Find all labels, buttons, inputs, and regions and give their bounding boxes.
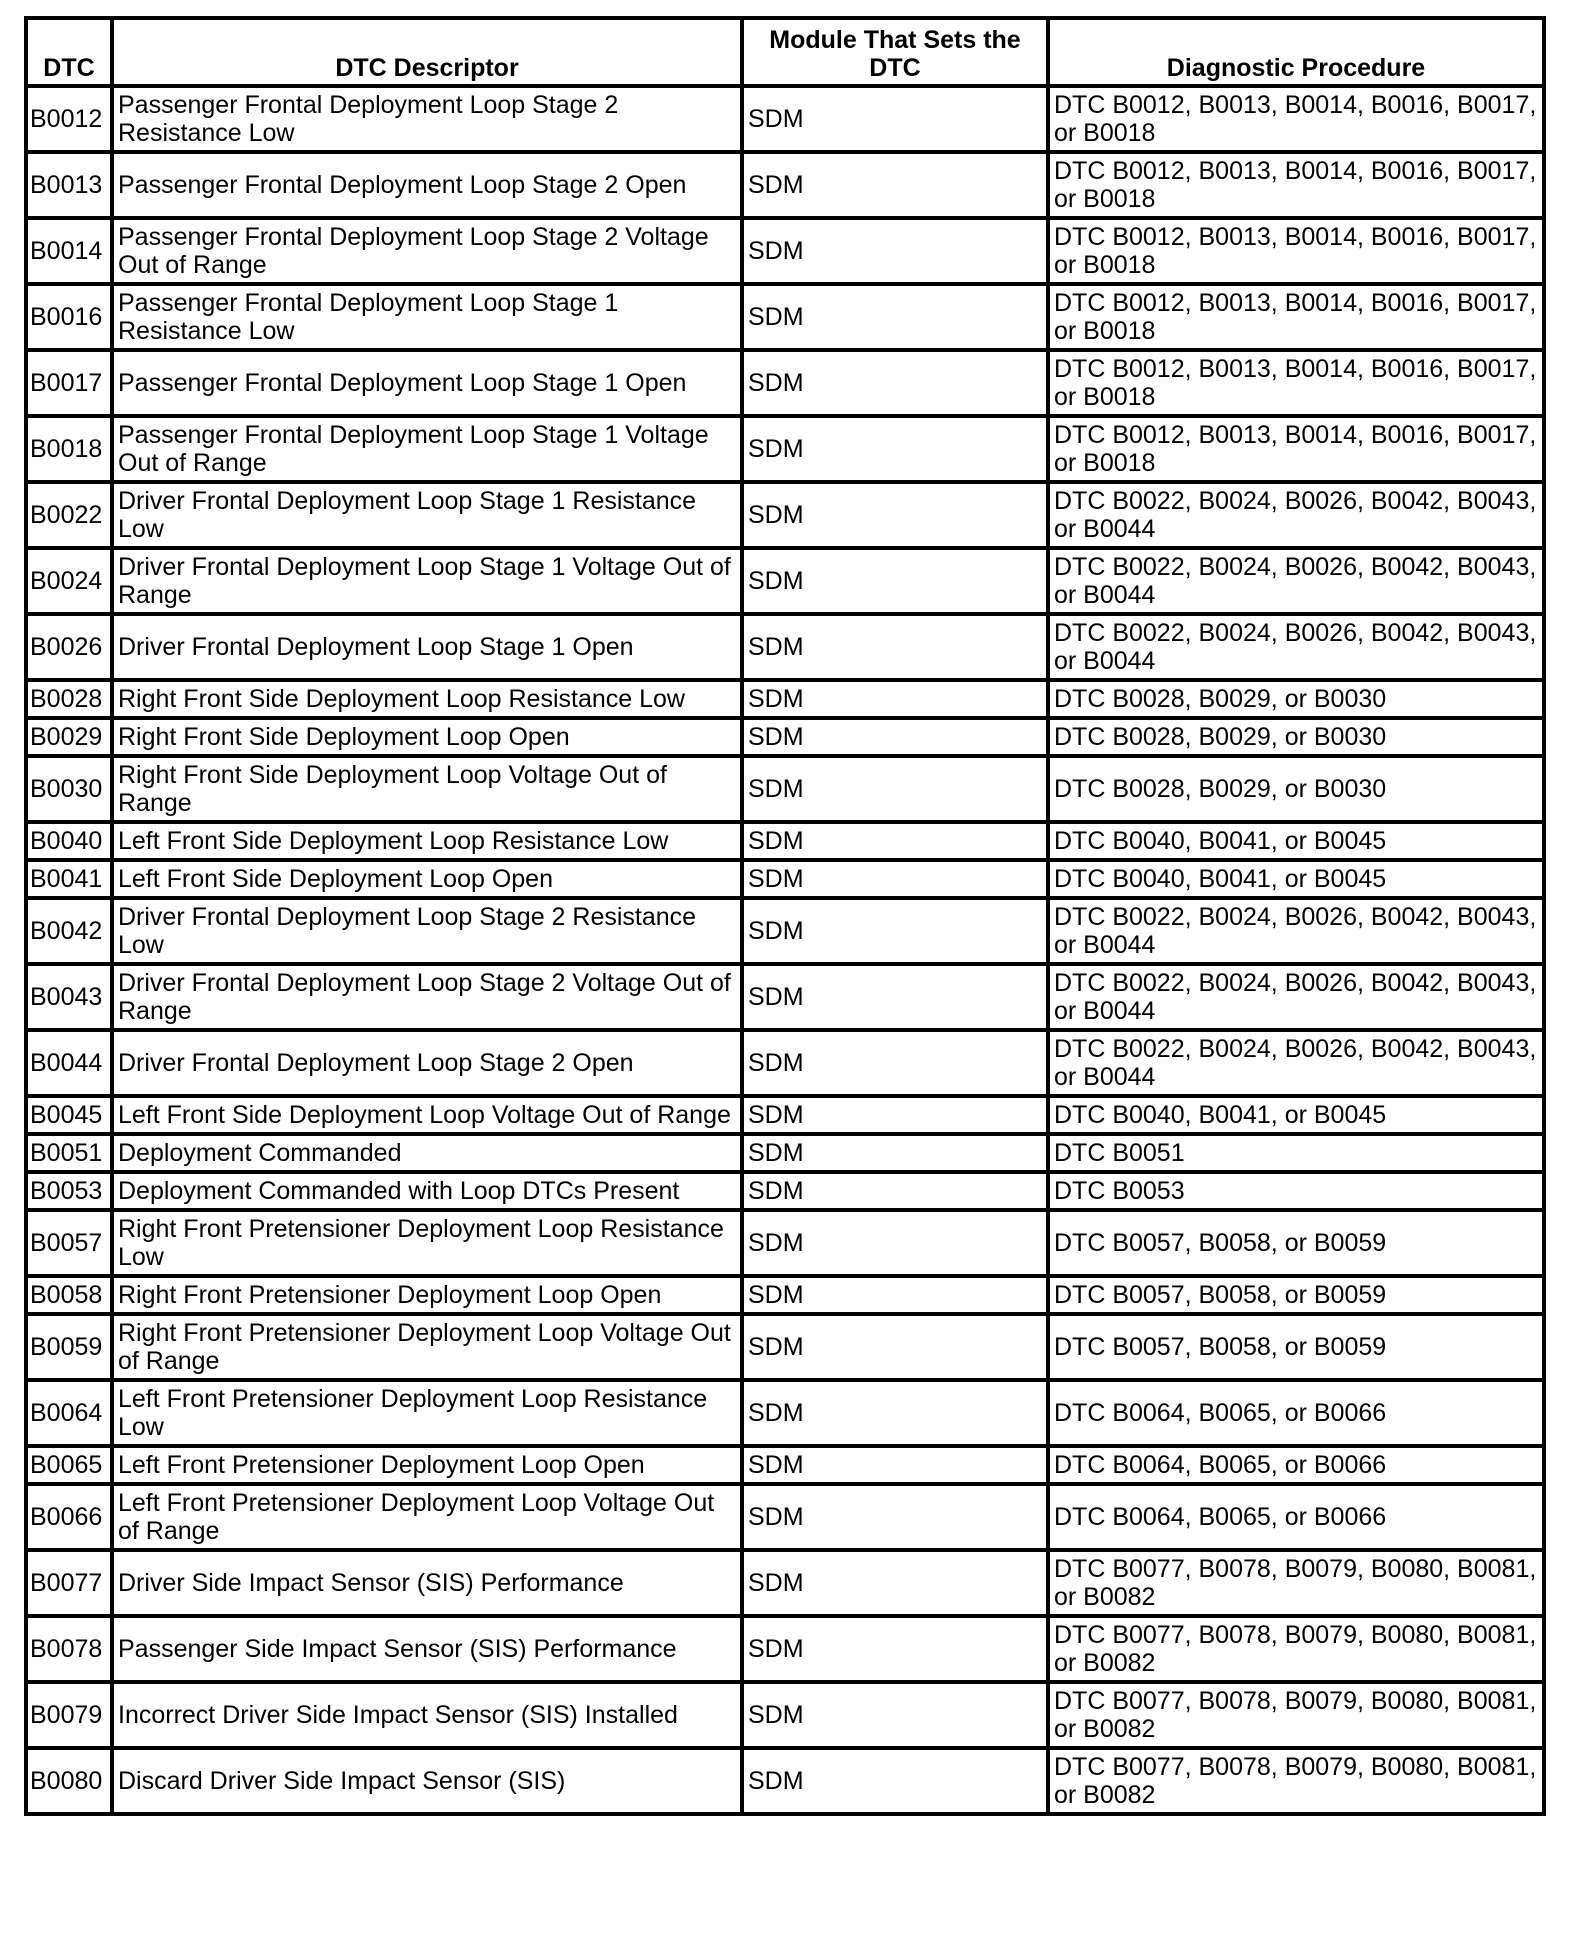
- dtc-code: B0080: [26, 1748, 112, 1814]
- dtc-code: B0024: [26, 548, 112, 614]
- dtc-descriptor: Driver Frontal Deployment Loop Stage 2 Voltage Out of Range: [112, 964, 742, 1030]
- diagnostic-procedure: DTC B0012, B0013, B0014, B0016, B0017, or B0018: [1048, 218, 1544, 284]
- table-row: [26, 756, 1544, 822]
- table-row: [26, 218, 1544, 284]
- dtc-code: B0059: [26, 1314, 112, 1380]
- dtc-descriptor: Left Front Side Deployment Loop Resistance Low: [112, 822, 742, 860]
- diagnostic-procedure: DTC B0028, B0029, or B0030: [1048, 756, 1544, 822]
- diagnostic-procedure: DTC B0028, B0029, or B0030: [1048, 680, 1544, 718]
- diagnostic-procedure: DTC B0064, B0065, or B0066: [1048, 1484, 1544, 1550]
- header-module: Module That Sets the DTC: [742, 18, 1048, 86]
- dtc-descriptor: Right Front Pretensioner Deployment Loop Open: [112, 1276, 742, 1314]
- table-row: [26, 152, 1544, 218]
- dtc-code: B0045: [26, 1096, 112, 1134]
- dtc-descriptor: Left Front Side Deployment Loop Voltage Out of Range: [112, 1096, 742, 1134]
- dtc-descriptor: Discard Driver Side Impact Sensor (SIS): [112, 1748, 742, 1814]
- module: SDM: [742, 756, 1048, 822]
- dtc-code: B0057: [26, 1210, 112, 1276]
- table-row: [26, 898, 1544, 964]
- diagnostic-procedure: DTC B0040, B0041, or B0045: [1048, 1096, 1544, 1134]
- header-dtc: DTC: [26, 18, 112, 86]
- dtc-descriptor: Left Front Side Deployment Loop Open: [112, 860, 742, 898]
- module: SDM: [742, 1134, 1048, 1172]
- dtc-table: [24, 16, 1546, 1816]
- module: SDM: [742, 860, 1048, 898]
- table-row: [26, 1096, 1544, 1134]
- dtc-code: B0018: [26, 416, 112, 482]
- module: SDM: [742, 1682, 1048, 1748]
- table-row: [26, 1172, 1544, 1210]
- dtc-code: B0051: [26, 1134, 112, 1172]
- table-row: [26, 964, 1544, 1030]
- table-row: [26, 614, 1544, 680]
- dtc-descriptor: Right Front Side Deployment Loop Resistance Low: [112, 680, 742, 718]
- diagnostic-procedure: DTC B0057, B0058, or B0059: [1048, 1314, 1544, 1380]
- module: SDM: [742, 1276, 1048, 1314]
- dtc-code: B0079: [26, 1682, 112, 1748]
- table-row: [26, 1550, 1544, 1616]
- module: SDM: [742, 416, 1048, 482]
- table-row: [26, 284, 1544, 350]
- module: SDM: [742, 86, 1048, 152]
- dtc-descriptor: Right Front Side Deployment Loop Open: [112, 718, 742, 756]
- module: SDM: [742, 218, 1048, 284]
- dtc-descriptor: Left Front Pretensioner Deployment Loop Resistance Low: [112, 1380, 742, 1446]
- dtc-code: B0017: [26, 350, 112, 416]
- dtc-code: B0012: [26, 86, 112, 152]
- module: SDM: [742, 822, 1048, 860]
- diagnostic-procedure: DTC B0022, B0024, B0026, B0042, B0043, or B0044: [1048, 614, 1544, 680]
- table-row: [26, 1484, 1544, 1550]
- table-header: [26, 18, 1544, 86]
- module: SDM: [742, 680, 1048, 718]
- dtc-code: B0029: [26, 718, 112, 756]
- dtc-code: B0016: [26, 284, 112, 350]
- diagnostic-procedure: DTC B0022, B0024, B0026, B0042, B0043, or B0044: [1048, 548, 1544, 614]
- module: SDM: [742, 1030, 1048, 1096]
- dtc-code: B0053: [26, 1172, 112, 1210]
- dtc-descriptor: Passenger Frontal Deployment Loop Stage 1 Open: [112, 350, 742, 416]
- table-row: [26, 1748, 1544, 1814]
- table-row: [26, 822, 1544, 860]
- module: SDM: [742, 350, 1048, 416]
- table-row: [26, 1210, 1544, 1276]
- dtc-code: B0058: [26, 1276, 112, 1314]
- dtc-code: B0043: [26, 964, 112, 1030]
- module: SDM: [742, 1748, 1048, 1814]
- diagnostic-procedure: DTC B0040, B0041, or B0045: [1048, 860, 1544, 898]
- diagnostic-procedure: DTC B0077, B0078, B0079, B0080, B0081, or B0082: [1048, 1550, 1544, 1616]
- module: SDM: [742, 1446, 1048, 1484]
- module: SDM: [742, 1210, 1048, 1276]
- dtc-descriptor: Left Front Pretensioner Deployment Loop Voltage Out of Range: [112, 1484, 742, 1550]
- diagnostic-procedure: DTC B0012, B0013, B0014, B0016, B0017, or B0018: [1048, 152, 1544, 218]
- dtc-descriptor: Deployment Commanded: [112, 1134, 742, 1172]
- diagnostic-procedure: DTC B0077, B0078, B0079, B0080, B0081, or B0082: [1048, 1682, 1544, 1748]
- module: SDM: [742, 718, 1048, 756]
- module: SDM: [742, 1314, 1048, 1380]
- diagnostic-procedure: DTC B0040, B0041, or B0045: [1048, 822, 1544, 860]
- diagnostic-procedure: DTC B0051: [1048, 1134, 1544, 1172]
- diagnostic-procedure: DTC B0012, B0013, B0014, B0016, B0017, or B0018: [1048, 416, 1544, 482]
- dtc-descriptor: Driver Frontal Deployment Loop Stage 1 Voltage Out of Range: [112, 548, 742, 614]
- dtc-code: B0064: [26, 1380, 112, 1446]
- dtc-descriptor: Passenger Frontal Deployment Loop Stage 1 Voltage Out of Range: [112, 416, 742, 482]
- diagnostic-procedure: DTC B0022, B0024, B0026, B0042, B0043, or B0044: [1048, 964, 1544, 1030]
- dtc-descriptor: Driver Frontal Deployment Loop Stage 2 Open: [112, 1030, 742, 1096]
- table-row: [26, 1682, 1544, 1748]
- table-row: [26, 860, 1544, 898]
- dtc-code: B0028: [26, 680, 112, 718]
- dtc-code: B0022: [26, 482, 112, 548]
- table-row: [26, 350, 1544, 416]
- dtc-code: B0013: [26, 152, 112, 218]
- table-row: [26, 548, 1544, 614]
- dtc-descriptor: Passenger Frontal Deployment Loop Stage 1 Resistance Low: [112, 284, 742, 350]
- diagnostic-procedure: DTC B0053: [1048, 1172, 1544, 1210]
- module: SDM: [742, 898, 1048, 964]
- dtc-descriptor: Driver Frontal Deployment Loop Stage 2 Resistance Low: [112, 898, 742, 964]
- table-row: [26, 86, 1544, 152]
- table-row: [26, 1030, 1544, 1096]
- diagnostic-procedure: DTC B0064, B0065, or B0066: [1048, 1380, 1544, 1446]
- diagnostic-procedure: DTC B0022, B0024, B0026, B0042, B0043, or B0044: [1048, 1030, 1544, 1096]
- module: SDM: [742, 284, 1048, 350]
- dtc-descriptor: Right Front Side Deployment Loop Voltage Out of Range: [112, 756, 742, 822]
- dtc-code: B0042: [26, 898, 112, 964]
- dtc-descriptor: Driver Frontal Deployment Loop Stage 1 Resistance Low: [112, 482, 742, 548]
- header-descriptor: DTC Descriptor: [112, 18, 742, 86]
- dtc-code: B0040: [26, 822, 112, 860]
- table-row: [26, 1276, 1544, 1314]
- dtc-descriptor: Deployment Commanded with Loop DTCs Present: [112, 1172, 742, 1210]
- dtc-descriptor: Driver Side Impact Sensor (SIS) Performance: [112, 1550, 742, 1616]
- diagnostic-procedure: DTC B0077, B0078, B0079, B0080, B0081, or B0082: [1048, 1616, 1544, 1682]
- diagnostic-procedure: DTC B0022, B0024, B0026, B0042, B0043, or B0044: [1048, 482, 1544, 548]
- diagnostic-procedure: DTC B0057, B0058, or B0059: [1048, 1210, 1544, 1276]
- module: SDM: [742, 482, 1048, 548]
- diagnostic-procedure: DTC B0012, B0013, B0014, B0016, B0017, or B0018: [1048, 284, 1544, 350]
- dtc-code: B0014: [26, 218, 112, 284]
- diagnostic-procedure: DTC B0064, B0065, or B0066: [1048, 1446, 1544, 1484]
- diagnostic-procedure: DTC B0057, B0058, or B0059: [1048, 1276, 1544, 1314]
- module: SDM: [742, 548, 1048, 614]
- dtc-descriptor: Incorrect Driver Side Impact Sensor (SIS) Installed: [112, 1682, 742, 1748]
- table-row: [26, 680, 1544, 718]
- module: SDM: [742, 1096, 1048, 1134]
- dtc-descriptor: Right Front Pretensioner Deployment Loop Voltage Out of Range: [112, 1314, 742, 1380]
- diagnostic-procedure: DTC B0077, B0078, B0079, B0080, B0081, or B0082: [1048, 1748, 1544, 1814]
- table-row: [26, 482, 1544, 548]
- diagnostic-procedure: DTC B0012, B0013, B0014, B0016, B0017, or B0018: [1048, 350, 1544, 416]
- header-procedure: Diagnostic Procedure: [1048, 18, 1544, 86]
- dtc-descriptor: Right Front Pretensioner Deployment Loop Resistance Low: [112, 1210, 742, 1276]
- dtc-code: B0026: [26, 614, 112, 680]
- table-row: [26, 1134, 1544, 1172]
- table-row: [26, 1380, 1544, 1446]
- table-row: [26, 1314, 1544, 1380]
- table-body: [26, 86, 1544, 1814]
- dtc-code: B0044: [26, 1030, 112, 1096]
- dtc-descriptor: Left Front Pretensioner Deployment Loop Open: [112, 1446, 742, 1484]
- module: SDM: [742, 1484, 1048, 1550]
- diagnostic-procedure: DTC B0022, B0024, B0026, B0042, B0043, or B0044: [1048, 898, 1544, 964]
- module: SDM: [742, 964, 1048, 1030]
- dtc-code: B0041: [26, 860, 112, 898]
- dtc-code: B0065: [26, 1446, 112, 1484]
- diagnostic-procedure: DTC B0012, B0013, B0014, B0016, B0017, or B0018: [1048, 86, 1544, 152]
- module: SDM: [742, 152, 1048, 218]
- table-row: [26, 718, 1544, 756]
- module: SDM: [742, 1616, 1048, 1682]
- dtc-code: B0066: [26, 1484, 112, 1550]
- module: SDM: [742, 1380, 1048, 1446]
- dtc-descriptor: Passenger Side Impact Sensor (SIS) Performance: [112, 1616, 742, 1682]
- table-row: [26, 1446, 1544, 1484]
- table-row: [26, 1616, 1544, 1682]
- module: SDM: [742, 1550, 1048, 1616]
- header-row: [26, 18, 1544, 86]
- dtc-code: B0077: [26, 1550, 112, 1616]
- dtc-code: B0078: [26, 1616, 112, 1682]
- dtc-code: B0030: [26, 756, 112, 822]
- dtc-descriptor: Passenger Frontal Deployment Loop Stage 2 Resistance Low: [112, 86, 742, 152]
- diagnostic-procedure: DTC B0028, B0029, or B0030: [1048, 718, 1544, 756]
- table-row: [26, 416, 1544, 482]
- dtc-descriptor: Passenger Frontal Deployment Loop Stage 2 Voltage Out of Range: [112, 218, 742, 284]
- dtc-descriptor: Passenger Frontal Deployment Loop Stage 2 Open: [112, 152, 742, 218]
- module: SDM: [742, 614, 1048, 680]
- module: SDM: [742, 1172, 1048, 1210]
- dtc-descriptor: Driver Frontal Deployment Loop Stage 1 Open: [112, 614, 742, 680]
